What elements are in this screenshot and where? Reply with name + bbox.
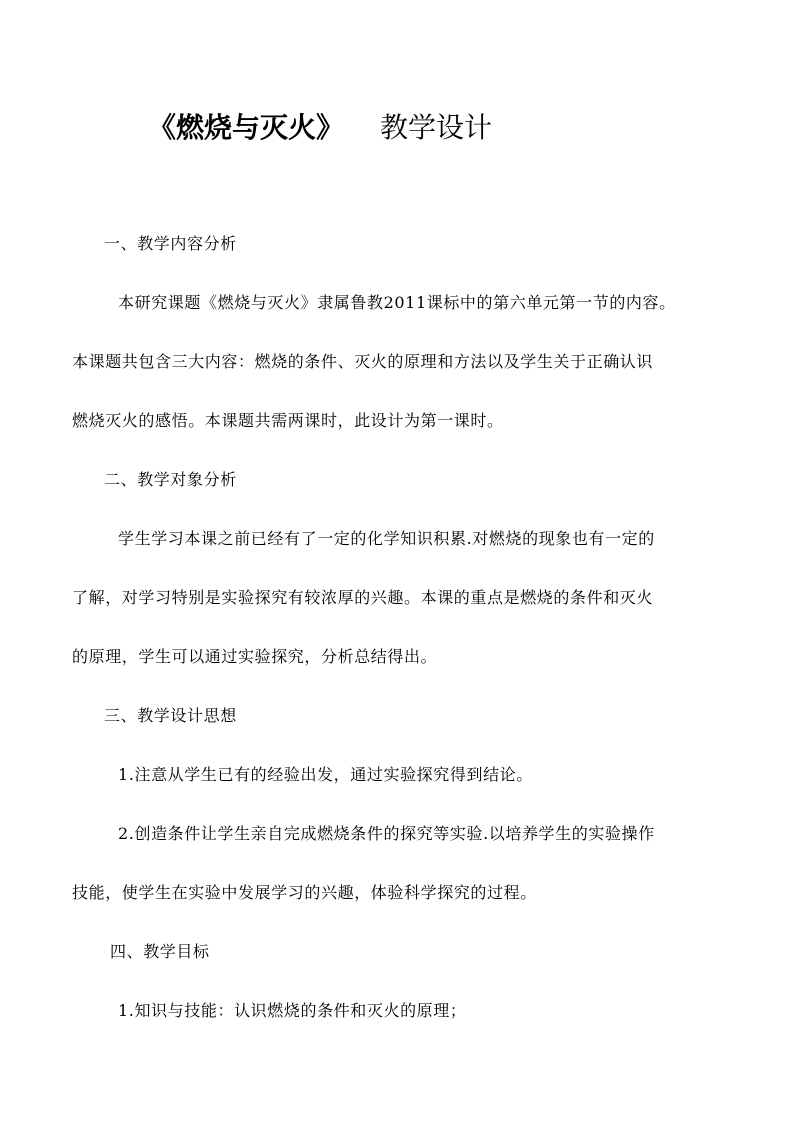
paragraph-line: 学生学习本课之前已经有了一定的化学知识积累.对燃烧的现象也有一定的 — [118, 529, 655, 548]
paragraph-line: 的原理，学生可以通过实验探究，分析总结得出。 — [72, 647, 438, 666]
section-heading-4: 四、教学目标 — [110, 942, 210, 961]
paragraph-line: 了解，对学习特别是实验探究有较浓厚的兴趣。本课的重点是燃烧的条件和灭火 — [72, 588, 654, 607]
section-heading-2: 二、教学对象分析 — [104, 470, 237, 489]
numbered-item: 1.注意从学生已有的经验出发，通过实验探究得到结论。 — [118, 765, 533, 784]
section-heading-3: 三、教学设计思想 — [104, 706, 237, 725]
numbered-item: 1.知识与技能：认识燃烧的条件和灭火的原理； — [118, 1001, 467, 1020]
numbered-item: 2.创造条件让学生亲自完成燃烧条件的探究等实验.以培养学生的实验操作 — [118, 824, 655, 843]
paragraph-line: 燃烧灭火的感悟。本课题共需两课时，此设计为第一课时。 — [72, 411, 504, 430]
paragraph-line: 本课题共包含三大内容：燃烧的条件、灭火的原理和方法以及学生关于正确认识 — [72, 352, 654, 371]
title-sub: 教学设计 — [380, 111, 493, 144]
section-heading-1: 一、教学内容分析 — [104, 234, 237, 253]
title-main: 《燃烧与灭火》 — [148, 111, 345, 144]
paragraph-line: 技能，使学生在实验中发展学习的兴趣，体验科学探究的过程。 — [72, 883, 537, 902]
paragraph-line: 本研究课题《燃烧与灭火》隶属鲁教2011课标中的第六单元第一节的内容。 — [118, 293, 676, 312]
document-title — [148, 108, 492, 148]
